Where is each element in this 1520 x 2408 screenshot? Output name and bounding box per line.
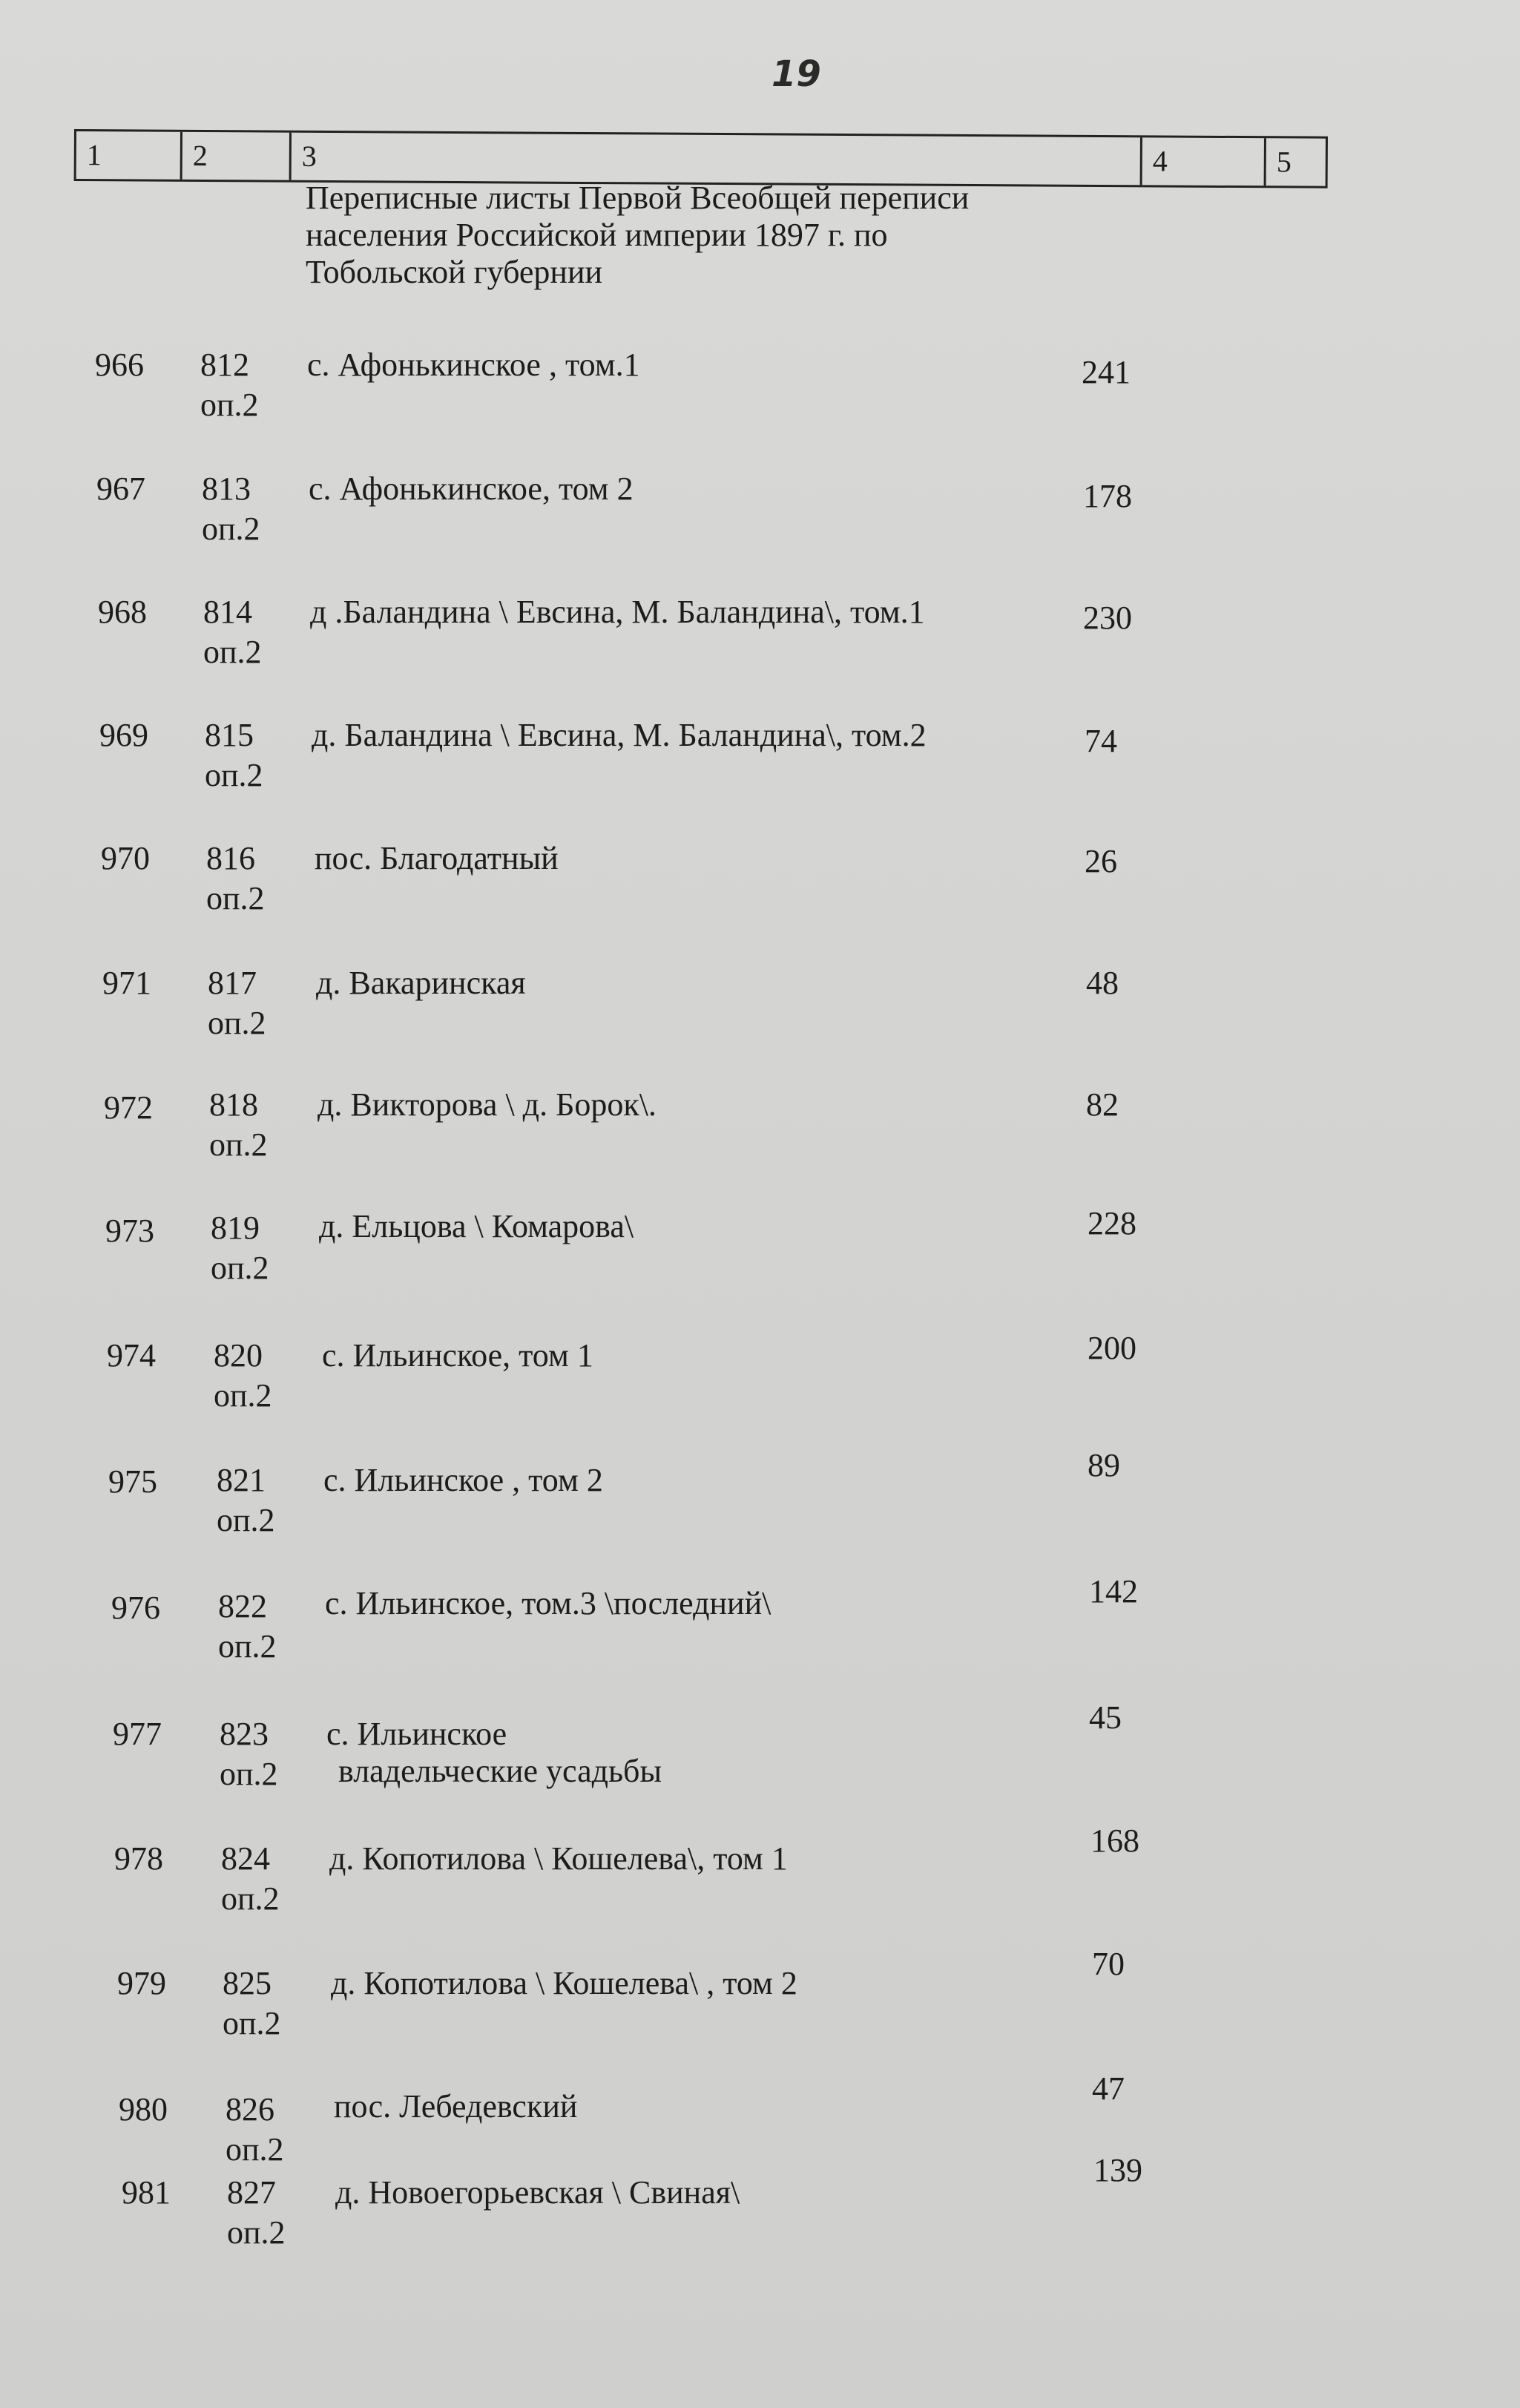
entry-name: с. Афонькинское, том 2 (309, 470, 634, 507)
table-row (0, 715, 1520, 804)
table-row (0, 1573, 1520, 1677)
entry-name: с. Афонькинское , том.1 (307, 347, 640, 383)
sheet-count: 45 (1089, 1699, 1122, 1736)
fond-number: 823 (220, 1716, 269, 1752)
sheet-count: 89 (1088, 1447, 1120, 1483)
fond-number: 815 (205, 717, 254, 753)
sheet-count: 26 (1085, 843, 1117, 879)
opis-label: оп.2 (214, 1377, 272, 1414)
table-row (0, 2070, 1520, 2179)
entry-name: с. Ильинское (326, 1716, 507, 1752)
opis-label: оп.2 (221, 1880, 280, 1917)
sheet-count: 228 (1088, 1205, 1136, 1241)
page-number: 19 (771, 53, 821, 95)
opis-label: оп.2 (209, 1126, 268, 1163)
sheet-count: 70 (1092, 1946, 1125, 1982)
entry-name: пос. Лебедевский (334, 2088, 578, 2125)
sheet-count: 82 (1086, 1086, 1119, 1123)
header-col-2: 2 (180, 132, 289, 180)
entry-name: д. Копотилова \ Кошелева\, том 1 (329, 1840, 788, 1877)
row-number: 978 (114, 1840, 163, 1877)
table-row (0, 1205, 1520, 1300)
entry-name: с. Ильинское , том 2 (323, 1462, 603, 1498)
sheet-count: 48 (1086, 965, 1119, 1001)
opis-label: оп.2 (227, 2214, 286, 2251)
header-col-4: 4 (1140, 137, 1264, 186)
header-col-1: 1 (86, 138, 102, 172)
fond-number: 813 (202, 470, 251, 507)
sheet-count: 168 (1090, 1823, 1139, 1859)
table-row (0, 592, 1520, 681)
sheet-count: 47 (1092, 2070, 1125, 2107)
table-row (0, 1823, 1520, 1928)
opis-label: оп.2 (223, 2005, 281, 2041)
row-number: 981 (122, 2174, 171, 2211)
row-number: 970 (101, 840, 150, 876)
row-number: 969 (99, 717, 148, 753)
sheet-count: 200 (1088, 1330, 1136, 1366)
row-number: 971 (102, 965, 151, 1001)
entry-name-continued: владельческие усадьбы (338, 1753, 662, 1789)
row-number: 975 (108, 1463, 157, 1500)
table-row (0, 963, 1520, 1052)
header-col-5: 5 (1264, 138, 1330, 186)
opis-label: оп.2 (226, 2131, 284, 2168)
opis-label: оп.2 (220, 1756, 278, 1792)
table-row (0, 1447, 1520, 1551)
title-line: Тобольской губернии (306, 254, 603, 290)
entry-name: д .Баландина \ Евсина, М. Баландина\, том.1 (310, 594, 925, 630)
entry-name: с. Ильинское, том.3 \последний\ (325, 1585, 771, 1621)
row-number: 967 (96, 470, 145, 507)
entry-name: д. Копотилова \ Кошелева\ , том 2 (331, 1965, 797, 2001)
row-number: 973 (105, 1213, 154, 1249)
fond-number: 820 (214, 1337, 263, 1374)
table-row (0, 469, 1520, 558)
row-number: 977 (113, 1716, 162, 1752)
header-col-3: 3 (289, 133, 1140, 186)
fond-number: 822 (218, 1588, 267, 1624)
fond-number: 827 (227, 2174, 276, 2211)
opis-label: оп.2 (206, 880, 265, 916)
fond-number: 826 (226, 2091, 274, 2127)
fond-number: 818 (209, 1086, 258, 1123)
sheet-count: 142 (1089, 1573, 1138, 1610)
entry-name: с. Ильинское, том 1 (322, 1337, 593, 1374)
opis-label: оп.2 (202, 511, 260, 547)
fond-number: 814 (203, 594, 252, 630)
opis-label: оп.2 (200, 387, 259, 423)
sheet-count: 139 (1093, 2152, 1142, 2188)
fond-number: 816 (206, 840, 255, 876)
row-number: 974 (107, 1337, 156, 1374)
table-row (0, 839, 1520, 928)
sheet-count: 230 (1083, 600, 1132, 636)
opis-label: оп.2 (217, 1502, 275, 1538)
fond-number: 819 (211, 1210, 260, 1246)
opis-label: оп.2 (211, 1250, 269, 1286)
table-row (0, 2152, 1520, 2262)
table-row (0, 1088, 1520, 1177)
opis-label: оп.2 (205, 757, 263, 793)
fond-number: 821 (217, 1462, 266, 1498)
entry-name: пос. Благодатный (315, 840, 559, 876)
section-title (306, 180, 1122, 291)
fond-number: 812 (200, 347, 249, 383)
sheet-count: 178 (1083, 478, 1132, 514)
title-line: Переписные листы Первой Всеобщей переписи (306, 180, 970, 216)
row-number: 979 (117, 1965, 166, 2001)
entry-name: д. Викторова \ д. Борок\. (318, 1086, 657, 1123)
fond-number: 825 (223, 1965, 272, 2001)
sheet-count: 74 (1085, 723, 1117, 759)
entry-name: д. Новоегорьевская \ Свиная\ (335, 2174, 740, 2211)
row-number: 968 (98, 594, 147, 630)
entry-name: д. Вакаринская (316, 965, 526, 1001)
row-number: 972 (104, 1089, 153, 1126)
entry-name: д. Ельцова \ Комарова\ (319, 1208, 634, 1244)
entry-name: д. Баландина \ Евсина, М. Баландина\, том.2 (312, 717, 927, 753)
opis-label: оп.2 (208, 1005, 266, 1041)
row-number: 966 (95, 347, 144, 383)
table-row (0, 1699, 1520, 1803)
title-line: населения Российской империи 1897 г. по (306, 217, 888, 253)
fond-number: 817 (208, 965, 257, 1001)
opis-label: оп.2 (218, 1628, 277, 1664)
fond-number: 824 (221, 1840, 270, 1877)
row-number: 976 (111, 1590, 160, 1626)
table-row (0, 1946, 1520, 2053)
table-row (0, 345, 1520, 434)
table-row (0, 1330, 1520, 1425)
opis-label: оп.2 (203, 634, 262, 670)
sheet-count: 241 (1082, 354, 1131, 390)
row-number: 980 (119, 2091, 168, 2127)
